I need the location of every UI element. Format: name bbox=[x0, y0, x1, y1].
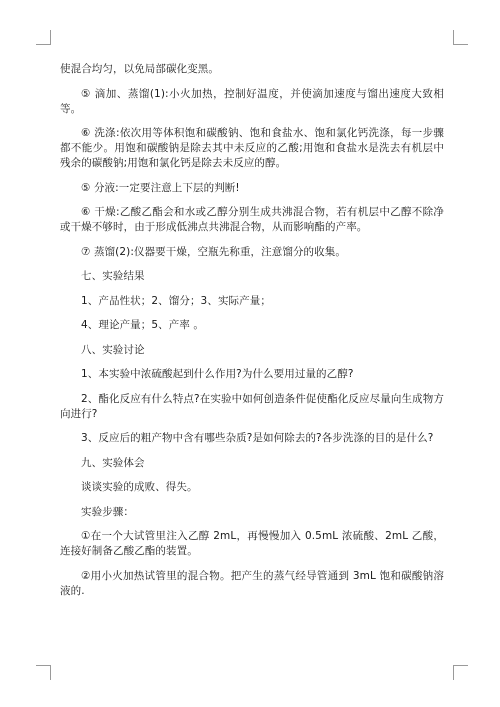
discussion-question-2: 2、酯化反应有什么特点?在实验中如何创造条件促使酯化反应尽量向生成物方向进行? bbox=[60, 392, 444, 420]
section-heading-results: 七、实验结果 bbox=[81, 270, 145, 282]
procedure-step-1: ①在一个大试管里注入乙醇 2mL，再慢慢加入 0.5mL 浓硫酸、2mL 乙酸，连接好制备乙酸乙酯的装置。 bbox=[60, 530, 444, 557]
crop-mark-top-left bbox=[36, 30, 51, 45]
section-heading-discussion: 八、实验讨论 bbox=[81, 343, 145, 356]
procedure-step-2: ②用小火加热试管里的混合物。把产生的蒸气经导管通到 3mL 饱和碳酸钠溶液的. bbox=[60, 569, 444, 597]
crop-mark-bottom-right bbox=[453, 665, 468, 680]
step-separation: ⑤ 分液:一定要注意上下层的判断! bbox=[81, 181, 240, 194]
step-washing: ⑥ 洗涤:依次用等体积饱和碳酸钠、饱和食盐水、饱和氯化钙洗涤，每一步骤都不能少。用饱和碳酸钠是除去其中未反应的乙酸;用饱和食盐水是洗去有机层中残余的碳酸钠;用饱和氯化钙是除去未反应的醇。 bbox=[60, 127, 444, 169]
step-drying: ⑥ 干燥:乙酸乙酯会和水或乙醇分别生成共沸混合物，若有机层中乙醇不除净或干燥不够时，由于形成低沸点共沸混合物，从而影响酯的产率。 bbox=[60, 206, 444, 233]
discussion-question-3: 3、反应后的粗产物中含有哪些杂质?是如何除去的?各步洗涤的目的是什么? bbox=[81, 432, 434, 444]
reflection-text: 谈谈实验的成败、得失。 bbox=[81, 481, 198, 493]
procedure-heading: 实验步骤： bbox=[81, 505, 134, 518]
section-heading-reflection: 九、实验体会 bbox=[81, 456, 145, 469]
discussion-question-1: 1、本实验中浓硫酸起到什么作用?为什么要用过量的乙醇? bbox=[81, 368, 354, 380]
step-dropwise-distill: ⑤ 滴加、蒸馏(1):小火加热，控制好温度，并使滴加速度与馏出速度大致相等。 bbox=[60, 87, 444, 115]
results-line-2: 4、理论产量；5、产率 。 bbox=[81, 319, 204, 331]
crop-mark-bottom-left bbox=[36, 665, 51, 680]
step-distill-2: ⑦ 蒸馏(2):仪器要干燥，空瓶先称重，注意馏分的收集。 bbox=[81, 245, 346, 258]
results-line-1: 1、产品性状；2、馏分；3、实际产量； bbox=[81, 294, 271, 307]
crop-mark-top-right bbox=[453, 30, 468, 45]
paragraph: 使混合均匀，以免局部碳化变黑。 bbox=[60, 63, 219, 75]
document-body bbox=[60, 62, 444, 608]
